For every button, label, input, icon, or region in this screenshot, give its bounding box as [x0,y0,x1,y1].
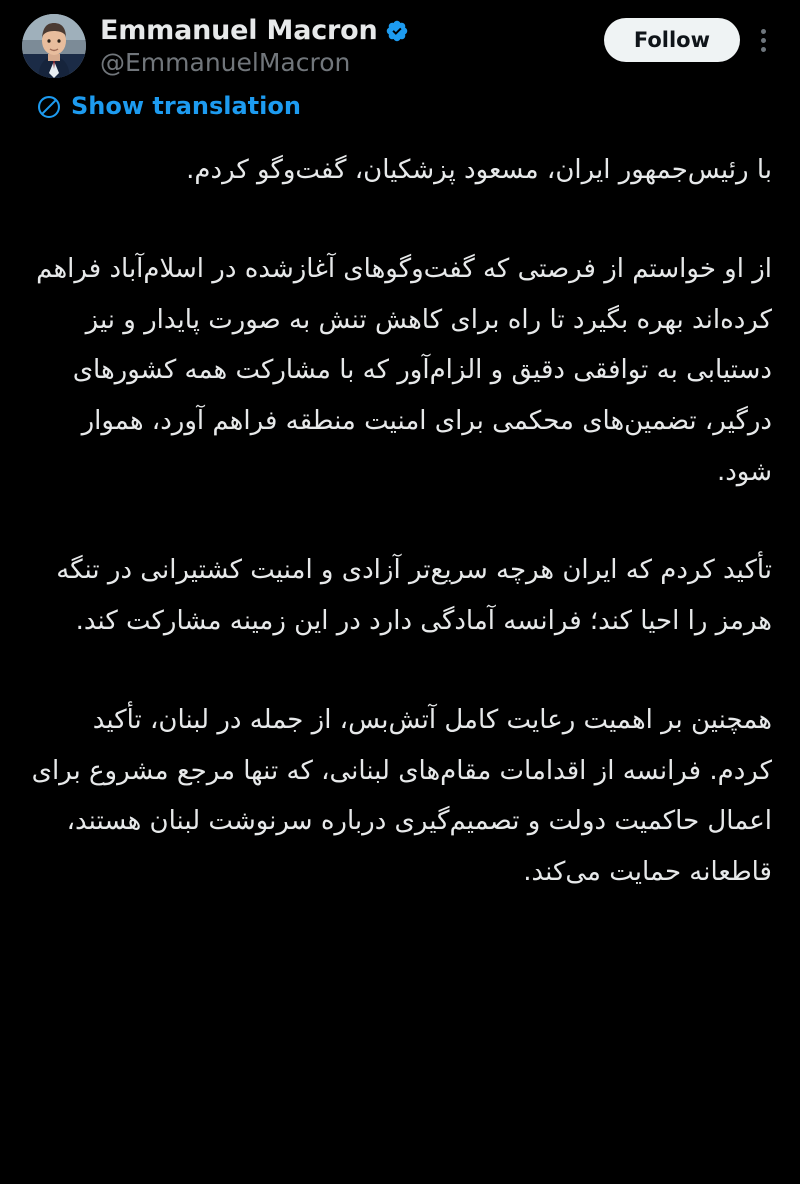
avatar[interactable] [22,14,86,78]
show-translation-label[interactable]: Show translation [71,92,301,121]
tweet-text [22,145,778,898]
tweet-header [22,14,778,78]
translate-icon [36,94,62,120]
tweet-paragraph: همچنین بر اهمیت رعایت کامل آتش‌بس، از جمله در لبنان، تأکید کردم. فرانسه از اقدامات مقام‌های لبنانی، که تنها مرجع مشروع برای اعمال حاکمیت دولت و تصمیم‌گیری درباره سرنوشت لبنان هستند، قاطعانه حمایت می‌کند. [31,704,772,887]
display-name[interactable]: Emmanuel Macron [100,15,378,46]
verified-badge-icon [385,19,409,43]
author-block[interactable] [100,14,590,78]
show-translation-row[interactable] [36,92,778,121]
more-options-icon[interactable] [748,22,778,58]
tweet-paragraph: از او خواستم از فرصتی که گفت‌وگوهای آغازشده در اسلام‌آباد فراهم کرده‌اند بهره بگیرد تا راه برای کاهش تنش به صورت پایدار و نیز دستیابی به توافقی دقیق و الزام‌آور که با مشارکت همه کشورهای درگیر، تضمین‌های محکمی برای امنیت منطقه فراهم آورد، هموار شود. [36,253,772,487]
display-name-row [100,16,590,46]
follow-button[interactable]: Follow [604,18,740,62]
tweet-paragraph: تأکید کردم که ایران هرچه سریع‌تر آزادی و امنیت کشتیرانی در تنگه هرمز را احیا کند؛ فرانسه آمادگی دارد در این زمینه مشارکت کند. [56,555,772,637]
author-handle[interactable]: @EmmanuelMacron [100,48,351,78]
header-actions [604,14,778,62]
tweet-paragraph: با رئیس‌جمهور ایران، مسعود پزشکیان، گفت‌وگو کردم. [186,155,772,186]
